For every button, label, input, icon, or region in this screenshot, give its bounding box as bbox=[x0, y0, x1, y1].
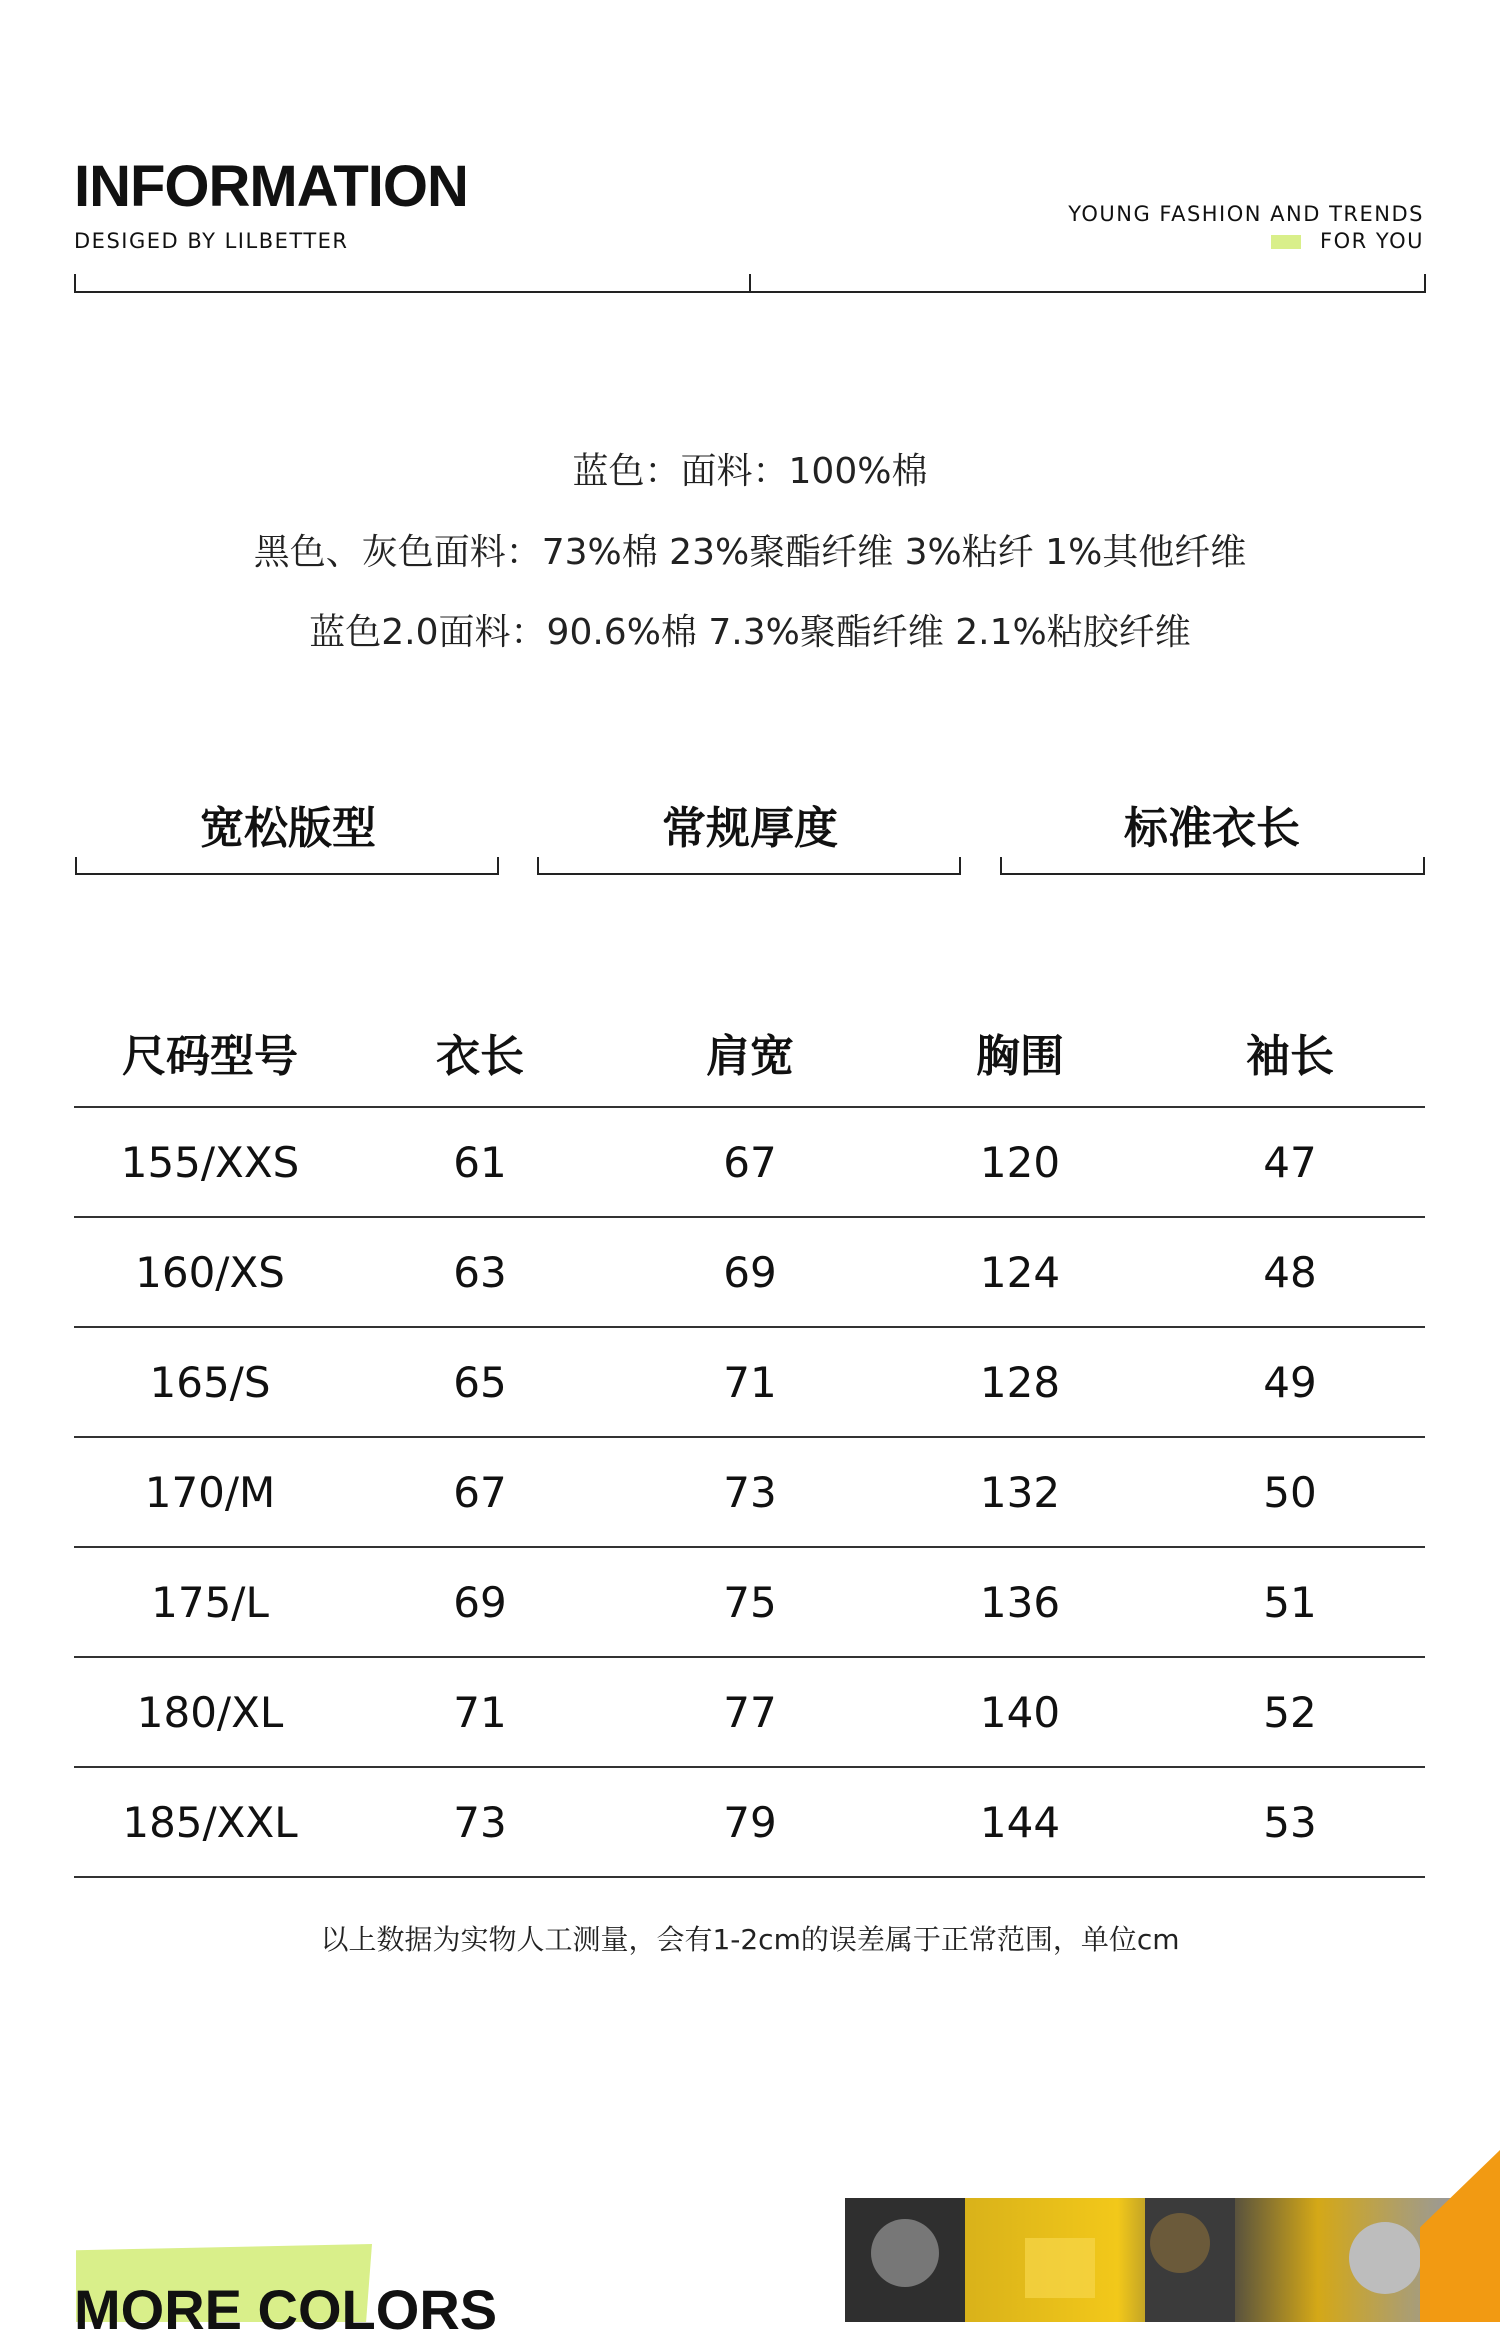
table-cell-size: 180/XL bbox=[136, 1688, 284, 1737]
feature-length: 标准衣长 bbox=[1124, 803, 1300, 854]
table-cell-sleeve: 48 bbox=[1263, 1248, 1317, 1297]
tagline-line-1: YOUNG FASHION AND TRENDS bbox=[1068, 202, 1424, 226]
table-row-divider bbox=[74, 1766, 1425, 1768]
table-cell-chest: 124 bbox=[979, 1248, 1061, 1297]
table-cell-size: 175/L bbox=[151, 1578, 269, 1627]
orange-corner-accent bbox=[1420, 2150, 1500, 2322]
table-header-size: 尺码型号 bbox=[122, 1031, 298, 1082]
table-cell-size: 155/XXS bbox=[120, 1138, 300, 1187]
feature-underline-3-tick-right bbox=[1423, 857, 1425, 875]
table-header-sleeve: 袖长 bbox=[1246, 1031, 1334, 1082]
table-cell-sleeve: 50 bbox=[1263, 1468, 1317, 1517]
table-cell-length: 71 bbox=[453, 1688, 507, 1737]
table-cell-chest: 136 bbox=[979, 1578, 1061, 1627]
table-row-divider bbox=[74, 1216, 1425, 1218]
table-cell-shoulder: 73 bbox=[723, 1468, 777, 1517]
table-row-divider bbox=[74, 1326, 1425, 1328]
designer-credit: DESIGED BY LILBETTER bbox=[74, 229, 349, 253]
table-row-divider bbox=[74, 1876, 1425, 1878]
table-cell-shoulder: 77 bbox=[723, 1688, 777, 1737]
feature-underline-2-tick-left bbox=[537, 857, 539, 875]
feature-underline-1 bbox=[75, 873, 499, 875]
fabric-line-blue-2: 蓝色2.0面料：90.6%棉 7.3%聚酯纤维 2.1%粘胶纤维 bbox=[309, 612, 1191, 653]
table-row-divider bbox=[74, 1656, 1425, 1658]
table-cell-chest: 128 bbox=[979, 1358, 1061, 1407]
table-cell-shoulder: 75 bbox=[723, 1578, 777, 1627]
table-cell-chest: 140 bbox=[979, 1688, 1061, 1737]
page-title: INFORMATION bbox=[74, 154, 468, 219]
table-row-divider bbox=[74, 1436, 1425, 1438]
table-cell-shoulder: 69 bbox=[723, 1248, 777, 1297]
table-cell-length: 67 bbox=[453, 1468, 507, 1517]
feature-underline-2 bbox=[537, 873, 961, 875]
table-row-divider bbox=[74, 1106, 1425, 1108]
accent-swatch bbox=[1271, 235, 1301, 249]
table-row-divider bbox=[74, 1546, 1425, 1548]
table-cell-chest: 144 bbox=[979, 1798, 1061, 1847]
table-cell-size: 170/M bbox=[144, 1468, 276, 1517]
tagline-line-2: FOR YOU bbox=[1320, 229, 1424, 253]
table-header-shoulder: 肩宽 bbox=[706, 1031, 794, 1082]
table-cell-sleeve: 53 bbox=[1263, 1798, 1317, 1847]
feature-fit: 宽松版型 bbox=[200, 803, 376, 854]
table-header-chest: 胸围 bbox=[976, 1031, 1064, 1082]
table-cell-chest: 120 bbox=[979, 1138, 1061, 1187]
table-cell-size: 160/XS bbox=[135, 1248, 285, 1297]
feature-underline-3 bbox=[1000, 873, 1425, 875]
banner-heading: MORE COLORS bbox=[74, 2278, 498, 2341]
header-divider-tick-right bbox=[1424, 274, 1426, 293]
table-cell-shoulder: 71 bbox=[723, 1358, 777, 1407]
feature-underline-1-tick-left bbox=[75, 857, 77, 875]
table-header-length: 衣长 bbox=[436, 1031, 524, 1082]
header-divider-tick-mid bbox=[749, 274, 751, 293]
feature-underline-1-tick-right bbox=[497, 857, 499, 875]
measurement-note: 以上数据为实物人工测量，会有1-2cm的误差属于正常范围，单位cm bbox=[320, 1923, 1180, 1956]
table-cell-sleeve: 52 bbox=[1263, 1688, 1317, 1737]
table-cell-length: 61 bbox=[453, 1138, 507, 1187]
table-cell-length: 65 bbox=[453, 1358, 507, 1407]
table-cell-size: 165/S bbox=[149, 1358, 271, 1407]
table-cell-sleeve: 49 bbox=[1263, 1358, 1317, 1407]
table-cell-shoulder: 67 bbox=[723, 1138, 777, 1187]
feature-underline-3-tick-left bbox=[1000, 857, 1002, 875]
table-cell-length: 69 bbox=[453, 1578, 507, 1627]
photo-collage-graphic bbox=[845, 2198, 1451, 2322]
fabric-line-blue: 蓝色：面料：100%棉 bbox=[572, 451, 928, 492]
feature-thickness: 常规厚度 bbox=[662, 803, 838, 854]
model-photo bbox=[845, 2198, 1451, 2322]
table-cell-chest: 132 bbox=[979, 1468, 1061, 1517]
table-cell-size: 185/XXL bbox=[122, 1798, 298, 1847]
table-cell-length: 73 bbox=[453, 1798, 507, 1847]
table-cell-length: 63 bbox=[453, 1248, 507, 1297]
fabric-line-black-gray: 黑色、灰色面料：73%棉 23%聚酯纤维 3%粘纤 1%其他纤维 bbox=[253, 532, 1247, 573]
table-cell-sleeve: 51 bbox=[1263, 1578, 1317, 1627]
feature-underline-2-tick-right bbox=[959, 857, 961, 875]
header-divider-tick-left bbox=[74, 274, 76, 293]
table-cell-sleeve: 47 bbox=[1263, 1138, 1317, 1187]
table-cell-shoulder: 79 bbox=[723, 1798, 777, 1847]
